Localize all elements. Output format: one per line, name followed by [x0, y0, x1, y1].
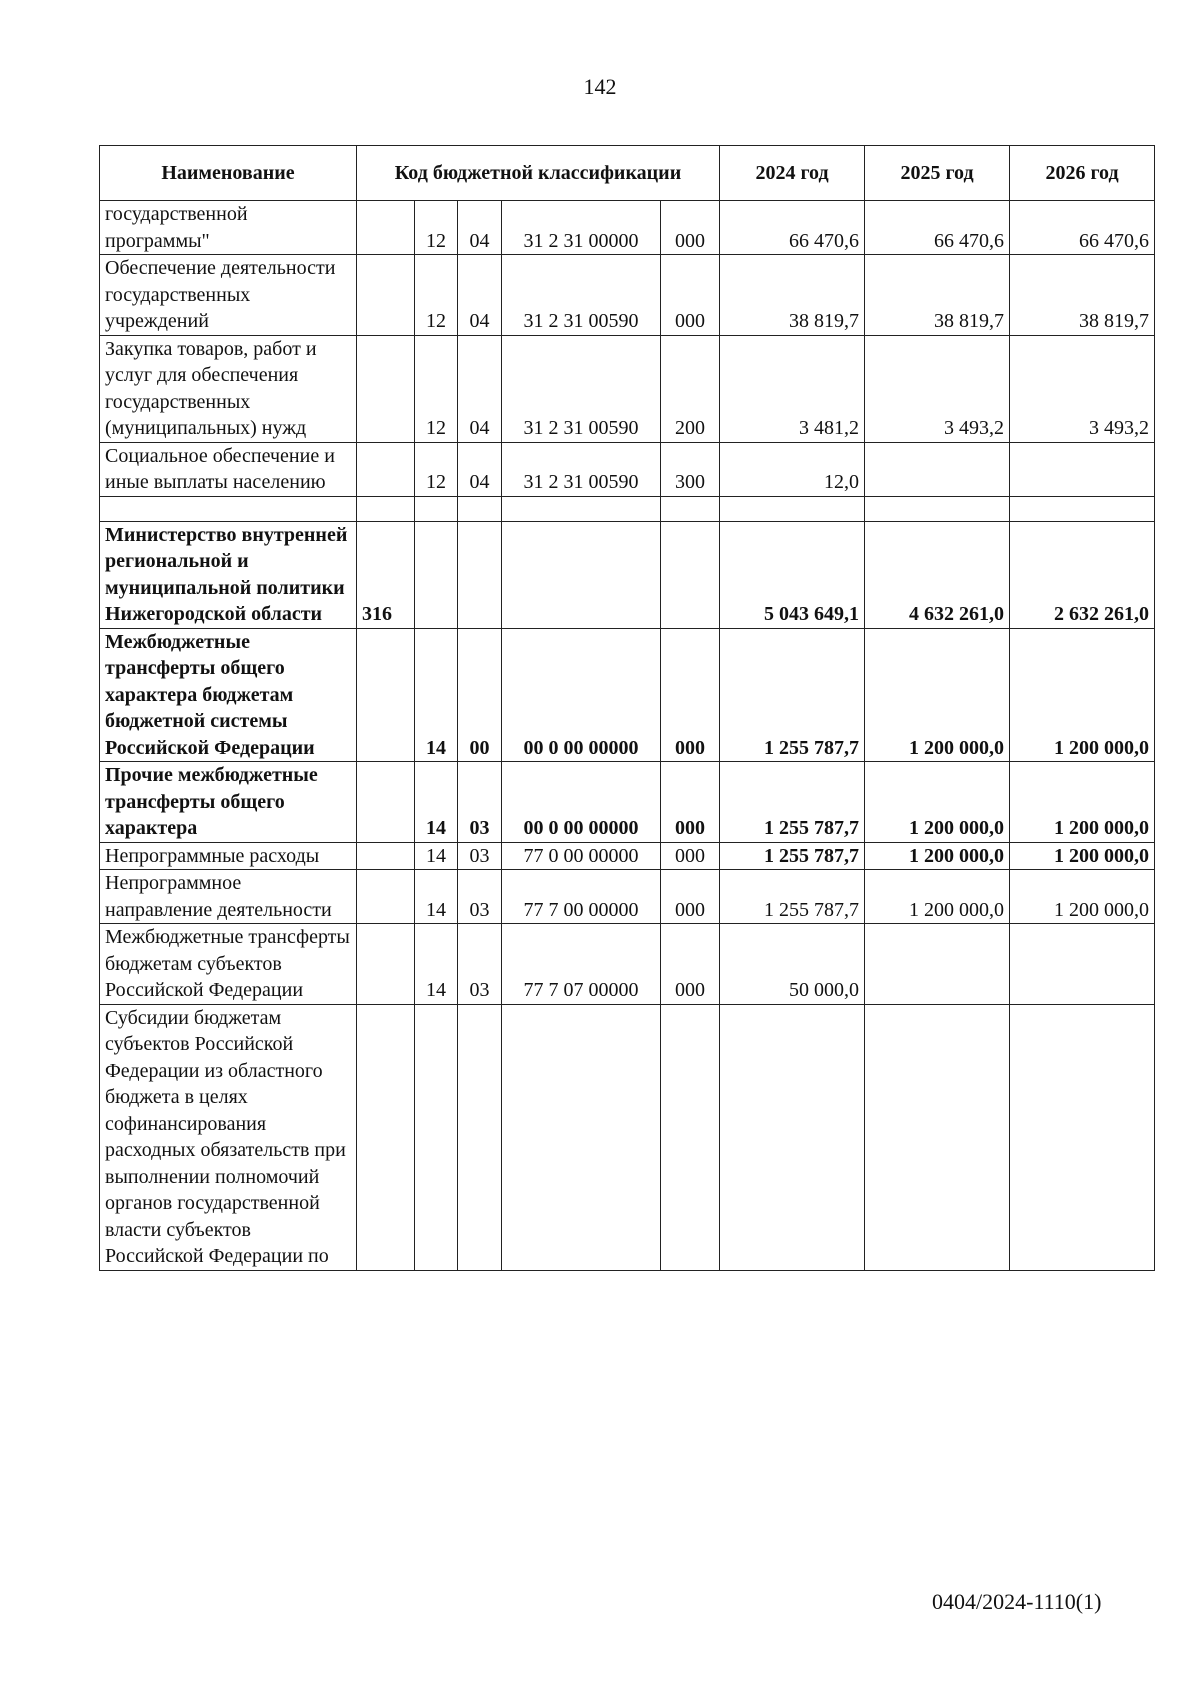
value-2026: 2 632 261,0 [1010, 521, 1155, 628]
section-code: 12 [415, 335, 458, 442]
target-code: 31 2 31 00590 [502, 335, 661, 442]
ministry-code [357, 496, 415, 521]
expense-code: 300 [661, 442, 720, 496]
value-2024: 12,0 [720, 442, 865, 496]
row-name: Межбюджетные трансферты общего характера бюджетам бюджетной системы Российской Федерации [100, 628, 357, 762]
target-code: 77 7 00 00000 [502, 870, 661, 924]
target-code: 31 2 31 00590 [502, 255, 661, 336]
subsection-code: 04 [458, 442, 502, 496]
section-code: 12 [415, 255, 458, 336]
target-code [502, 1004, 661, 1270]
table-row [100, 870, 1155, 924]
subsection-code: 03 [458, 870, 502, 924]
header-2025: 2025 год [865, 146, 1010, 201]
row-name: Министерство внутренней региональной и муниципальной политики Нижегородской области [100, 521, 357, 628]
value-2026: 38 819,7 [1010, 255, 1155, 336]
ministry-code [357, 335, 415, 442]
expense-code: 000 [661, 870, 720, 924]
value-2026: 1 200 000,0 [1010, 628, 1155, 762]
value-2025 [865, 1004, 1010, 1270]
table-row-spacer [100, 496, 1155, 521]
row-name: Социальное обеспечение и иные выплаты населению [100, 442, 357, 496]
value-2025: 1 200 000,0 [865, 762, 1010, 843]
value-2026 [1010, 496, 1155, 521]
target-code: 00 0 00 00000 [502, 628, 661, 762]
subsection-code: 03 [458, 762, 502, 843]
section-code: 14 [415, 924, 458, 1005]
row-name: Межбюджетные трансферты бюджетам субъектов Российской Федерации [100, 924, 357, 1005]
row-name: Закупка товаров, работ и услуг для обеспечения государственных (муниципальных) нужд [100, 335, 357, 442]
section-code [415, 496, 458, 521]
row-name: Непрограммные расходы [100, 842, 357, 870]
value-2026 [1010, 924, 1155, 1005]
table-row [100, 842, 1155, 870]
expense-code [661, 496, 720, 521]
table-header-row [100, 146, 1155, 201]
section-code: 12 [415, 442, 458, 496]
table-row-ministry [100, 521, 1155, 628]
value-2025 [865, 496, 1010, 521]
expense-code [661, 1004, 720, 1270]
row-name: Обеспечение деятельности государственных учреждений [100, 255, 357, 336]
ministry-code [357, 870, 415, 924]
subsection-code: 04 [458, 335, 502, 442]
table-row [100, 628, 1155, 762]
value-2026: 1 200 000,0 [1010, 762, 1155, 843]
target-code: 77 0 00 00000 [502, 842, 661, 870]
subsection-code: 00 [458, 628, 502, 762]
subsection-code: 04 [458, 255, 502, 336]
value-2025: 3 493,2 [865, 335, 1010, 442]
value-2025: 1 200 000,0 [865, 842, 1010, 870]
target-code: 31 2 31 00590 [502, 442, 661, 496]
value-2026 [1010, 442, 1155, 496]
subsection-code: 03 [458, 924, 502, 1005]
subsection-code [458, 1004, 502, 1270]
value-2025 [865, 442, 1010, 496]
target-code [502, 496, 661, 521]
target-code: 00 0 00 00000 [502, 762, 661, 843]
value-2026: 3 493,2 [1010, 335, 1155, 442]
row-name: государственной программы" [100, 201, 357, 255]
ministry-code [357, 1004, 415, 1270]
row-name [100, 496, 357, 521]
budget-table [99, 145, 1155, 1271]
page-number: 142 [583, 74, 617, 99]
header-2026: 2026 год [1010, 146, 1155, 201]
target-code [502, 521, 661, 628]
section-code: 14 [415, 628, 458, 762]
ministry-code [357, 201, 415, 255]
ministry-code [357, 442, 415, 496]
table-row [100, 442, 1155, 496]
subsection-code: 03 [458, 842, 502, 870]
header-2024: 2024 год [720, 146, 865, 201]
row-name: Непрограммное направление деятельности [100, 870, 357, 924]
value-2024 [720, 1004, 865, 1270]
section-code: 12 [415, 201, 458, 255]
value-2024: 1 255 787,7 [720, 762, 865, 843]
ministry-code [357, 924, 415, 1005]
value-2026: 66 470,6 [1010, 201, 1155, 255]
value-2025: 4 632 261,0 [865, 521, 1010, 628]
value-2026: 1 200 000,0 [1010, 870, 1155, 924]
value-2025: 38 819,7 [865, 255, 1010, 336]
value-2024: 38 819,7 [720, 255, 865, 336]
value-2024: 1 255 787,7 [720, 842, 865, 870]
value-2024: 1 255 787,7 [720, 870, 865, 924]
document-code: 0404/2024-1110(1) [932, 1589, 1102, 1614]
expense-code: 000 [661, 628, 720, 762]
subsection-code: 04 [458, 201, 502, 255]
subsection-code [458, 496, 502, 521]
expense-code: 000 [661, 762, 720, 843]
table-row [100, 924, 1155, 1005]
value-2025 [865, 924, 1010, 1005]
header-code: Код бюджетной классификации [357, 146, 720, 201]
table-row [100, 335, 1155, 442]
table-row [100, 255, 1155, 336]
value-2025: 1 200 000,0 [865, 628, 1010, 762]
ministry-code [357, 255, 415, 336]
expense-code [661, 521, 720, 628]
section-code [415, 1004, 458, 1270]
section-code: 14 [415, 870, 458, 924]
section-code: 14 [415, 762, 458, 843]
section-code [415, 521, 458, 628]
value-2024: 5 043 649,1 [720, 521, 865, 628]
target-code: 31 2 31 00000 [502, 201, 661, 255]
value-2025: 66 470,6 [865, 201, 1010, 255]
target-code: 77 7 07 00000 [502, 924, 661, 1005]
expense-code: 000 [661, 201, 720, 255]
table-row [100, 762, 1155, 843]
expense-code: 000 [661, 924, 720, 1005]
value-2024: 3 481,2 [720, 335, 865, 442]
ministry-code [357, 628, 415, 762]
ministry-code: 316 [357, 521, 415, 628]
ministry-code [357, 762, 415, 843]
expense-code: 200 [661, 335, 720, 442]
value-2024: 50 000,0 [720, 924, 865, 1005]
ministry-code [357, 842, 415, 870]
value-2026: 1 200 000,0 [1010, 842, 1155, 870]
value-2024 [720, 496, 865, 521]
table-row [100, 1004, 1155, 1270]
row-name: Субсидии бюджетам субъектов Российской Федерации из областного бюджета в целях софинансирования расходных обязательств при выполнении полномочий органов государственной власти субъектов Российской Федерации по [100, 1004, 357, 1270]
table-row [100, 201, 1155, 255]
value-2026 [1010, 1004, 1155, 1270]
value-2024: 1 255 787,7 [720, 628, 865, 762]
subsection-code [458, 521, 502, 628]
section-code: 14 [415, 842, 458, 870]
header-name: Наименование [100, 146, 357, 201]
row-name: Прочие межбюджетные трансферты общего характера [100, 762, 357, 843]
value-2025: 1 200 000,0 [865, 870, 1010, 924]
expense-code: 000 [661, 255, 720, 336]
value-2024: 66 470,6 [720, 201, 865, 255]
expense-code: 000 [661, 842, 720, 870]
